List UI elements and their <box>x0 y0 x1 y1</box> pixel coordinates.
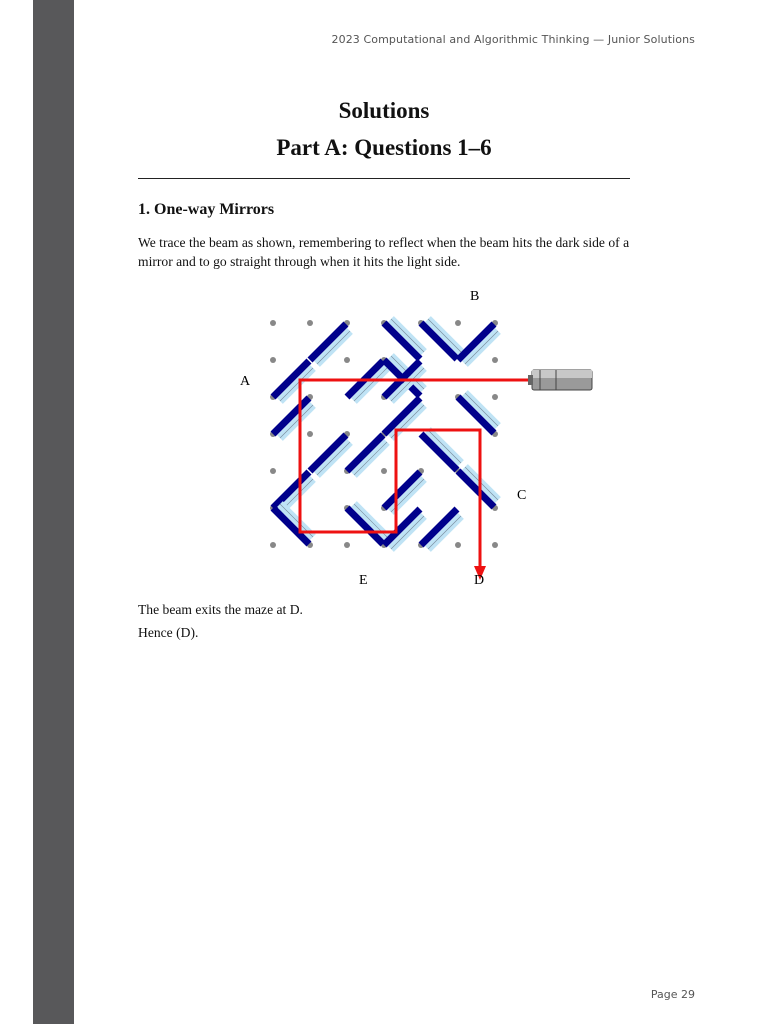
label-c: C <box>517 488 527 503</box>
side-bar <box>33 0 74 1024</box>
question-heading: 1. One-way Mirrors <box>138 201 275 218</box>
answer-text: Hence (D). <box>138 625 199 640</box>
title-rule <box>138 178 630 179</box>
question-intro: We trace the beam as shown, remembering to reflect when the beam hits the dark side of a mirror and to go straight through when it hits the light side. <box>138 235 630 269</box>
mirror-maze-figure <box>230 282 600 592</box>
label-e: E <box>359 573 368 588</box>
label-b: B <box>470 289 480 304</box>
page-title: Solutions <box>338 98 430 123</box>
label-d: D <box>474 573 485 588</box>
running-header: 2023 Computational and Algorithmic Thinking — Junior Solutions <box>331 33 695 46</box>
label-a: A <box>240 374 251 389</box>
laser-device <box>528 370 592 390</box>
conclusion-text: The beam exits the maze at D. <box>138 602 303 617</box>
page-subtitle: Part A: Questions 1–6 <box>276 135 492 160</box>
mirrors <box>273 319 498 549</box>
page-number: Page 29 <box>650 988 695 1001</box>
